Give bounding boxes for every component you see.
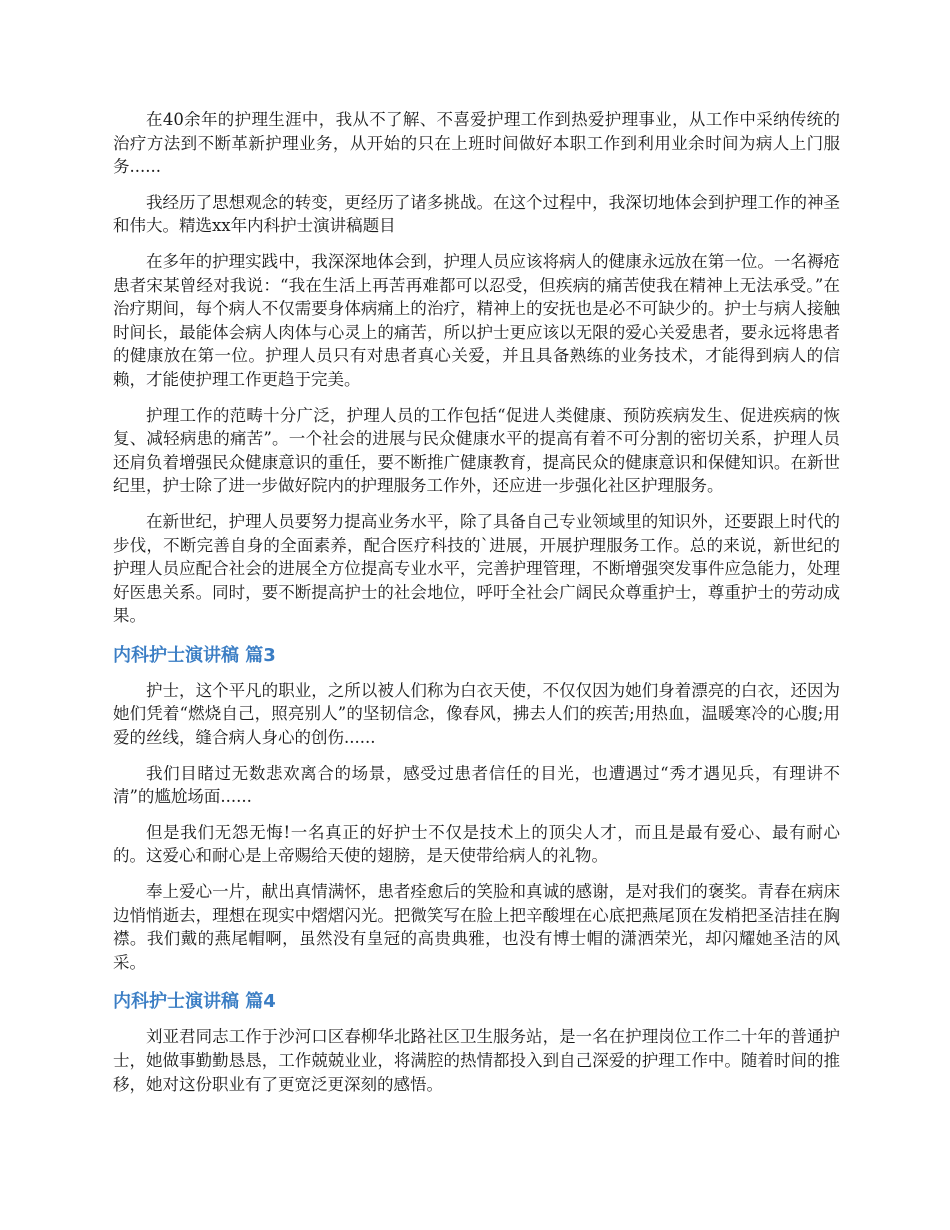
paragraph: 护理工作的范畴十分广泛，护理人员的工作包括“促进人类健康、预防疾病发生、促进疾病的恢复、减轻病患的痛苦”。一个社会的进展与民众健康水平的提高有着不可分割的密切关系，护理人员还肩负着增强民众健康意识的重任，要不断推广健康教育，提高民众的健康意识和保健知识。在新世纪里，护士除了进一步做好院内的护理服务工作外，还应进一步强化社区护理服务。 <box>113 405 840 496</box>
paragraph: 但是我们无怨无悔!一名真正的好护士不仅是技术上的顶尖人才，而且是最有爱心、最有耐心的。这爱心和耐心是上帝赐给天使的翅膀，是天使带给病人的礼物。 <box>113 822 840 866</box>
section-heading: 内科护士演讲稿 篇4 <box>113 991 276 1013</box>
paragraph: 我经历了思想观念的转变，更经历了诸多挑战。在这个过程中，我深切地体会到护理工作的神圣和伟大。精选xx年内科护士演讲稿题目 <box>113 192 840 236</box>
document-page <box>113 108 840 1108</box>
paragraph: 我们目睹过无数悲欢离合的场景，感受过患者信任的目光，也遭遇过“秀才遇见兵，有理讲不清”的尴尬场面...... <box>113 763 840 807</box>
paragraph: 在多年的护理实践中，我深深地体会到，护理人员应该将病人的健康永远放在第一位。一名褥疮患者宋某曾经对我说：“我在生活上再苦再难都可以忍受，但疾病的痛苦使我在精神上无法承受。”在治疗期间，每个病人不仅需要身体病痛上的治疗，精神上的安抚也是必不可缺少的。护士与病人接触时间长，最能体会病人肉体与心灵上的痛苦，所以护士更应该以无限的爱心关爱患者，要永远将患者的健康放在第一位。护理人员只有对患者真心关爱，并且具备熟练的业务技术，才能得到病人的信赖，才能使护理工作更趋于完美。 <box>113 251 840 389</box>
paragraph: 在40余年的护理生涯中，我从不了解、不喜爱护理工作到热爱护理事业，从工作中采纳传统的治疗方法到不断革新护理业务，从开始的只在上班时间做好本职工作到利用业余时间为病人上门服务...... <box>113 110 840 177</box>
paragraph: 在新世纪，护理人员要努力提高业务水平，除了具备自己专业领域里的知识外，还要跟上时代的步伐，不断完善自身的全面素养，配合医疗科技的`进展，开展护理服务工作。总的来说，新世纪的护理人员应配合社会的进展全方位提高专业水平，完善护理管理，不断增强突发事件应急能力，处理好医患关系。同时，要不断提高护士的社会地位，呼吁全社会广阔民众尊重护士，尊重护士的劳动成果。 <box>113 511 840 626</box>
paragraph: 护士，这个平凡的职业，之所以被人们称为白衣天使，不仅仅因为她们身着漂亮的白衣，还因为她们凭着“燃烧自己，照亮别人”的坚韧信念，像春风，拂去人们的疾苦;用热血，温暖寒冷的心腹;用爱的丝线，缝合病人身心的创伤...... <box>113 680 840 748</box>
paragraph: 奉上爱心一片，献出真情满怀，患者痊愈后的笑脸和真诚的感谢，是对我们的褒奖。青春在病床边悄悄逝去，理想在现实中熠熠闪光。把微笑写在脸上把辛酸埋在心底把燕尾顶在发梢把圣洁挂在胸襟。我们戴的燕尾帽啊，虽然没有皇冠的高贵典雅，也没有博士帽的潇洒荣光，却闪耀她圣洁的风采。 <box>113 882 840 972</box>
section-heading: 内科护士演讲稿 篇3 <box>113 644 276 666</box>
paragraph: 刘亚君同志工作于沙河口区春柳华北路社区卫生服务站，是一名在护理岗位工作二十年的普通护士，她做事勤勤恳恳，工作兢兢业业，将满腔的热情都投入到自己深爱的护理工作中。随着时间的推移，她对这份职业有了更宽泛更深刻的感悟。 <box>113 1027 840 1094</box>
